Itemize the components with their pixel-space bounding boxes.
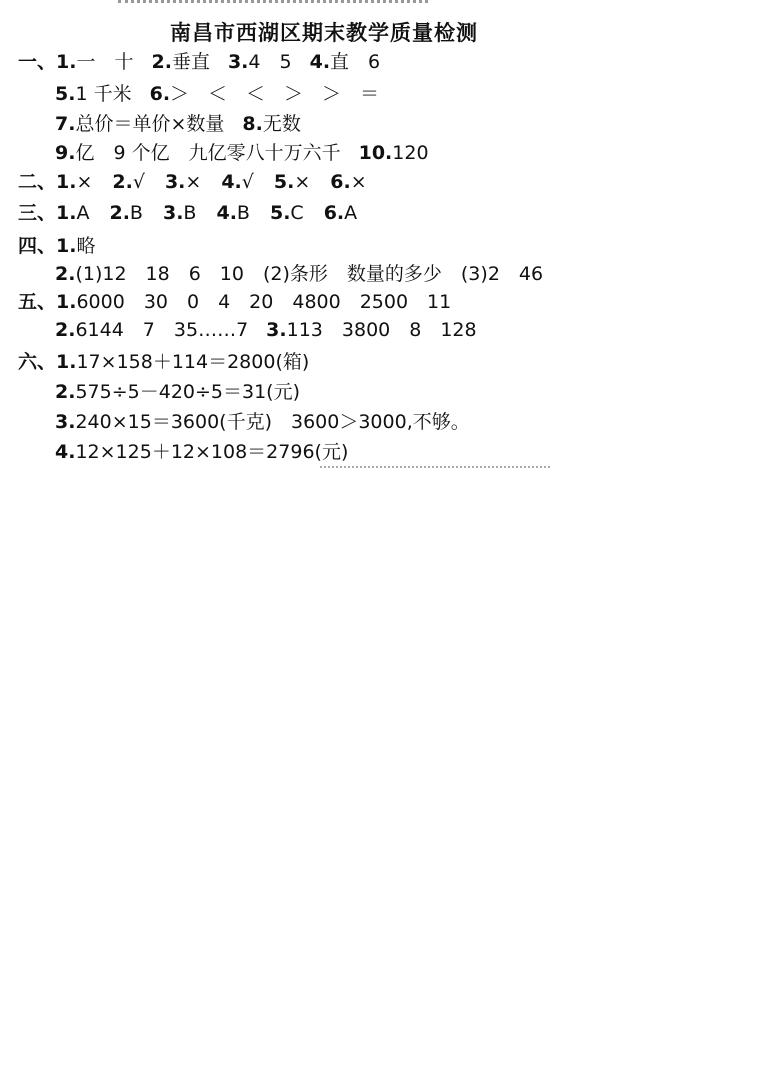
answer-text: B [129,202,143,224]
question-number: 5. [269,202,291,224]
answer-text: 120 [392,142,429,164]
answer-item [55,411,470,433]
question-number: 2. [55,263,76,285]
answer-text: 240×15＝3600(千克) 3600＞3000,不够。 [75,411,470,433]
answer-line [18,201,361,225]
answer-text: 垂直 [171,51,210,73]
answer-text: 6144 7 35……7 [75,319,249,341]
answer-text: 略 [76,235,96,257]
answer-item [56,171,92,193]
question-number: 10. [358,142,393,164]
answer-item [151,51,209,73]
answer-item [150,83,379,105]
answer-line [18,290,455,314]
answer-text: × [185,171,202,193]
answer-line [55,410,474,434]
answer-text: 总价＝单价×数量 [75,113,225,135]
question-number: 6. [323,202,345,224]
page-title: 南昌市西湖区期末教学质量检测 [170,21,478,45]
question-number: 6. [330,171,351,193]
answer-item [216,202,250,224]
answer-item [221,171,254,193]
answer-text: 6000 30 0 4 20 4800 2500 11 [76,291,452,313]
answer-item [55,319,248,341]
answer-item [359,142,429,164]
question-number: 4. [55,441,76,463]
answer-line [55,82,383,106]
answer-text: 4 5 [248,51,292,73]
question-number: 5. [273,171,295,193]
answer-line [18,234,99,258]
answer-item [56,202,89,224]
question-number: 1. [56,351,77,373]
answer-item [163,202,197,224]
section-label: 二、 [18,171,57,193]
answer-text: B [236,202,250,224]
question-number: 2. [55,381,76,403]
answer-text: 亿 9 个亿 九亿零八十万六千 [75,142,341,164]
answer-text: 一 十 [76,51,134,73]
answer-item [165,171,201,193]
top-scan-marks [118,0,428,8]
answer-line [55,318,481,342]
answer-text: × [350,171,367,193]
question-number: 8. [242,113,263,135]
question-number: 9. [55,142,76,164]
answer-item [266,319,476,341]
bottom-scan-marks [320,466,550,472]
question-number: 6. [149,83,171,105]
answer-text: 113 3800 8 128 [286,319,477,341]
answer-item [56,235,95,257]
answer-item [330,171,366,193]
answer-item [112,171,145,193]
question-number: 2. [151,51,172,73]
question-number: 7. [55,113,76,135]
answer-text: 无数 [262,113,301,135]
answer-line [55,262,547,286]
answer-line [18,50,384,74]
answer-text: 12×125＋12×108＝2796(元) [75,441,349,463]
answer-text: √ [132,171,145,193]
answer-item [310,51,381,73]
answer-line [55,380,304,404]
answer-text: √ [241,171,254,193]
answer-item [56,51,133,73]
question-number: 1. [56,291,77,313]
section-label: 三、 [18,202,57,224]
answer-item [228,51,292,73]
section-label: 四、 [18,235,57,257]
question-number: 1. [56,51,77,73]
answer-text: × [294,171,311,193]
answer-line [18,170,371,194]
answer-text: 直 6 [330,51,381,73]
answer-line [55,112,305,136]
answer-text: 17×158＋114＝2800(箱) [76,351,310,373]
answer-item [56,351,309,373]
answer-item [270,202,304,224]
question-number: 3. [266,319,287,341]
answer-item [55,142,341,164]
answer-text: B [183,202,197,224]
question-number: 1. [56,235,77,257]
question-number: 3. [55,411,76,433]
answer-item [324,202,357,224]
answer-item [55,113,224,135]
answer-text: A [76,202,90,224]
question-number: 4. [221,171,242,193]
question-number: 4. [216,202,237,224]
answer-item [55,441,348,463]
answer-item [109,202,143,224]
answer-item [56,291,451,313]
answer-text: C [290,202,304,224]
answer-item [55,381,300,403]
section-label: 一、 [18,51,57,73]
question-number: 5. [55,83,76,105]
answer-line [55,141,433,165]
section-label: 五、 [18,291,57,313]
question-number: 3. [164,171,186,193]
question-number: 3. [162,202,184,224]
answer-line [18,350,313,374]
answer-item [274,171,310,193]
answer-item [55,263,543,285]
question-number: 4. [309,51,331,73]
question-number: 2. [112,171,133,193]
answer-item [242,113,300,135]
answer-text: 1 千米 [75,83,132,105]
answer-text: (1)12 18 6 10 (2)条形 数量的多少 (3)2 46 [75,263,544,285]
answer-line [55,440,352,464]
question-number: 2. [109,202,130,224]
section-label: 六、 [18,351,57,373]
question-number: 1. [56,202,77,224]
question-number: 3. [227,51,249,73]
answer-text: ＞ ＜ ＜ ＞ ＞ ＝ [170,83,380,105]
answer-item [55,83,132,105]
question-number: 1. [56,171,77,193]
question-number: 2. [55,319,76,341]
answer-text: × [76,171,93,193]
answer-text: 575÷5－420÷5＝31(元) [75,381,301,403]
answer-text: A [344,202,358,224]
